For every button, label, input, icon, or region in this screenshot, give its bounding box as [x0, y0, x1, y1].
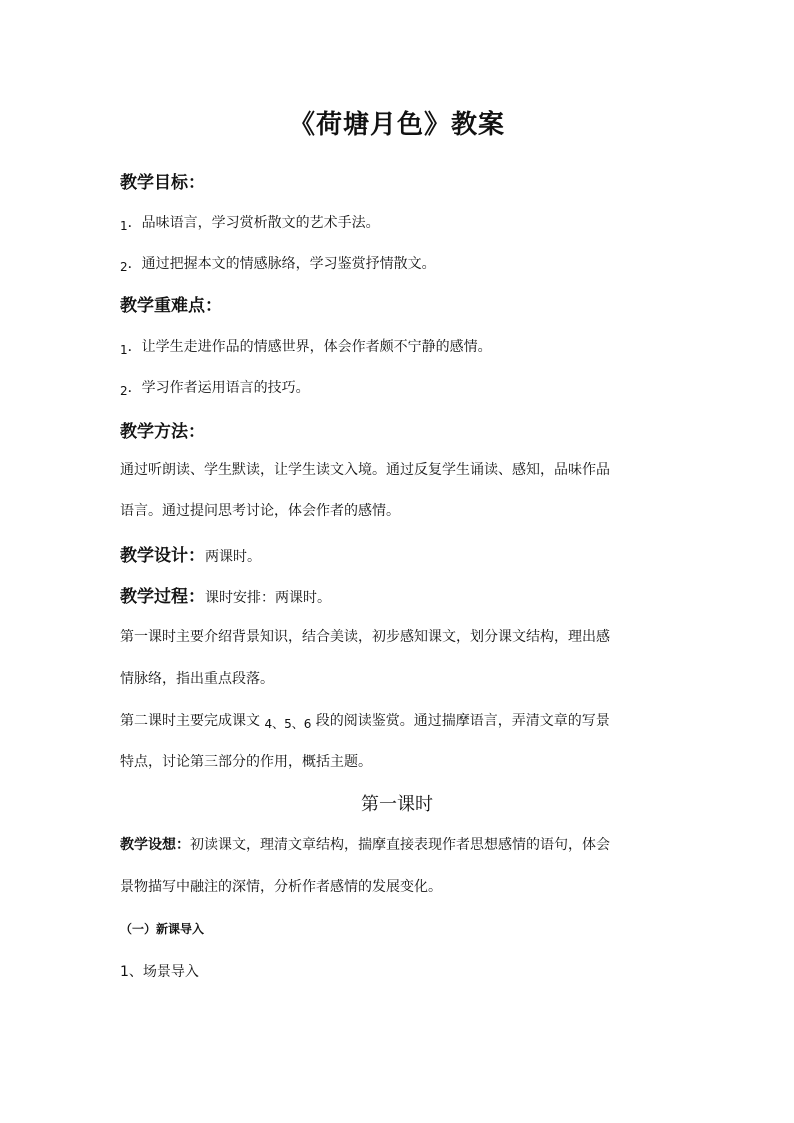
process-heading-label: 教学过程：	[120, 587, 205, 607]
methods-line-1: 通过听朗读、学生默读，让学生读文入境。通过反复学生诵读、感知，品味作品	[120, 462, 610, 478]
goal-item-2	[120, 253, 436, 273]
goal-item-2-number: 2	[120, 260, 128, 274]
key-point-item-1	[120, 336, 492, 356]
process-para2-text-a: 第二课时主要完成课文	[120, 713, 265, 729]
goal-item-1-number: 1	[120, 219, 128, 233]
process-para2-line-1	[120, 710, 610, 730]
lesson1-idea-text: 初读课文，理清文章结构，揣摩直接表现作者思想感情的语句，体会	[190, 837, 610, 853]
lesson1-idea-line-2: 景物描写中融注的深情，分析作者感情的发展变化。	[120, 879, 442, 895]
key-point-item-2	[120, 377, 310, 397]
process-heading	[120, 582, 331, 607]
key-point-item-2-text: ．学习作者运用语言的技巧。	[127, 380, 310, 396]
process-para2-text-b: 段的阅读鉴赏。通过揣摩语言，弄清文章的写景	[311, 713, 610, 729]
methods-heading: 教学方法：	[120, 422, 205, 442]
goal-item-1	[120, 212, 380, 232]
design-heading	[120, 541, 261, 566]
process-para2-numbers: 4、5、6	[264, 717, 312, 731]
lesson1-part1-heading: （一）新课导入	[120, 922, 205, 936]
process-para1-line-1: 第一课时主要介绍背景知识，结合美读，初步感知课文，划分课文结构，理出感	[120, 629, 610, 645]
goal-item-2-text: ．通过把握本文的情感脉络，学习鉴赏抒情散文。	[127, 256, 436, 272]
design-text: 两课时。	[205, 549, 261, 565]
lesson1-title: 第一课时	[361, 794, 433, 815]
goals-heading: 教学目标：	[120, 173, 205, 193]
key-point-item-1-number: 1	[120, 343, 128, 357]
process-para2-line-2: 特点，讨论第三部分的作用，概括主题。	[120, 754, 372, 770]
key-point-item-1-text: ．让学生走进作品的情感世界，体会作者颇不宁静的感情。	[127, 339, 492, 355]
lesson1-idea-lead: 教学设想：	[120, 837, 190, 853]
document-title: 《荷塘月色》教案	[288, 110, 505, 140]
key-point-item-2-number: 2	[120, 384, 128, 398]
process-para1-line-2: 情脉络，指出重点段落。	[120, 671, 274, 687]
key-points-heading: 教学重难点：	[120, 296, 222, 316]
lesson1-idea-line-1	[120, 834, 610, 854]
process-text: 课时安排：两课时。	[205, 590, 331, 606]
lesson1-part1-item: 1、场景导入	[120, 964, 199, 980]
methods-line-2: 语言。通过提问思考讨论，体会作者的感情。	[120, 503, 400, 519]
design-heading-label: 教学设计：	[120, 546, 205, 566]
goal-item-1-text: ．品味语言，学习赏析散文的艺术手法。	[127, 215, 380, 231]
